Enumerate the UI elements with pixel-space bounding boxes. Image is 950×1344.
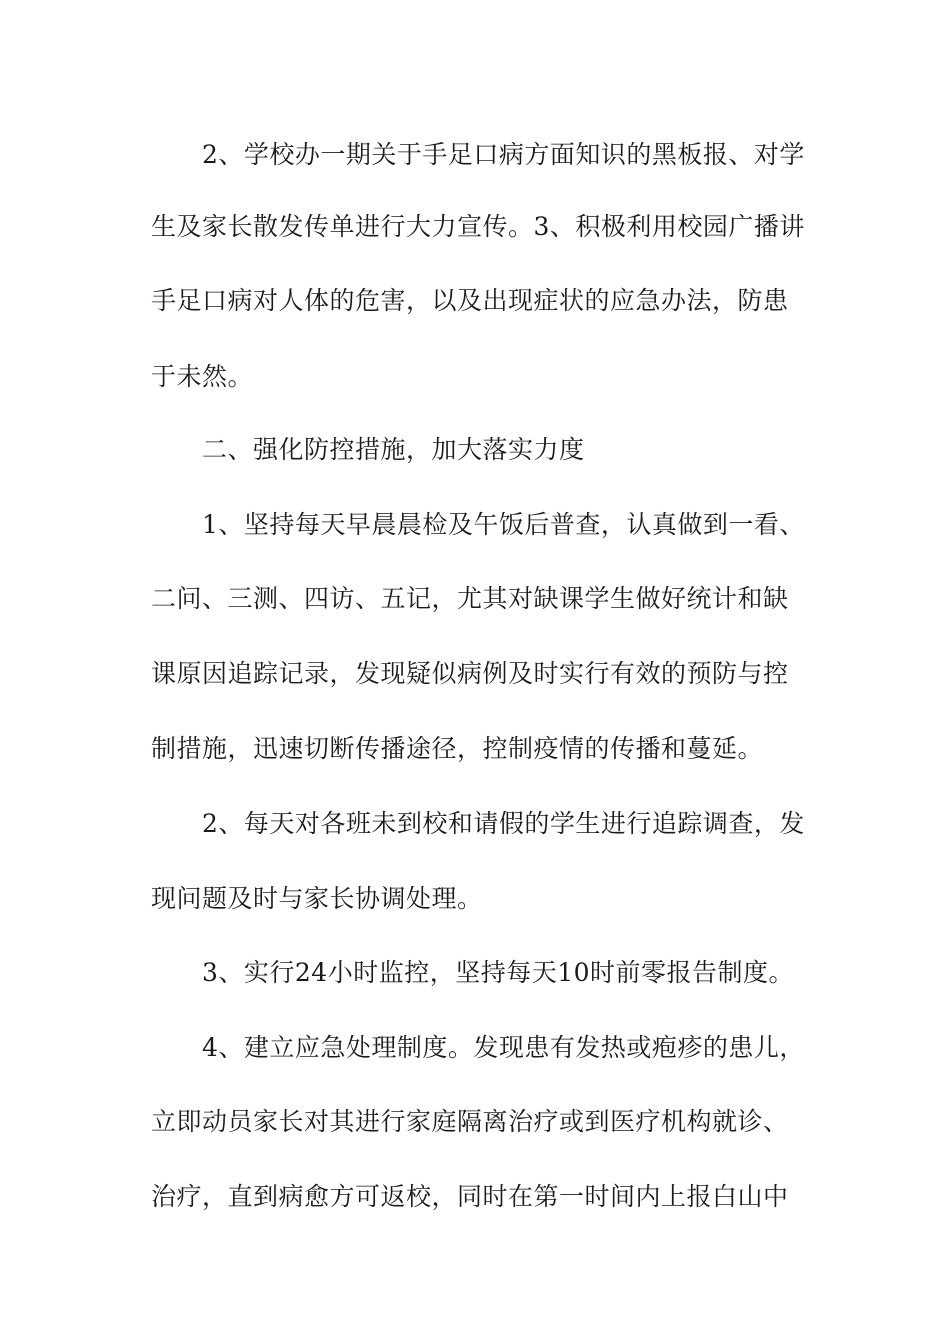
paragraph-line: 二问、三测、四访、五记，尤其对缺课学生做好统计和缺 (151, 584, 789, 613)
paragraph-line: 现问题及时与家长协调处理。 (151, 884, 483, 913)
paragraph-line: 2、每天对各班未到校和请假的学生进行追踪调查，发 (202, 809, 805, 838)
paragraph-line: 制措施，迅速切断传播途径，控制疫情的传播和蔓延。 (151, 734, 764, 763)
section-heading: 二、强化防控措施，加大落实力度 (202, 435, 585, 464)
paragraph-line: 4、建立应急处理制度。发现患有发热或疱疹的患儿， (202, 1033, 805, 1062)
paragraph-line: 手足口病对人体的危害，以及出现症状的应急办法，防患 (151, 286, 789, 315)
paragraph-line: 3、实行24小时监控，坚持每天10时前零报告制度。 (202, 958, 795, 987)
paragraph-line: 治疗，直到病愈方可返校，同时在第一时间内上报白山中 (151, 1182, 789, 1211)
paragraph-line: 2、学校办一期关于手足口病方面知识的黑板报、对学 (202, 140, 805, 169)
paragraph-line: 立即动员家长对其进行家庭隔离治疗或到医疗机构就诊、 (151, 1107, 789, 1136)
paragraph-line: 1、坚持每天早晨晨检及午饭后普查，认真做到一看、 (202, 510, 805, 539)
paragraph-line: 课原因追踪记录，发现疑似病例及时实行有效的预防与控 (151, 659, 789, 688)
paragraph-line: 生及家长散发传单进行大力宣传。3、积极利用校园广播讲 (151, 212, 805, 241)
paragraph-line: 于未然。 (151, 362, 254, 391)
